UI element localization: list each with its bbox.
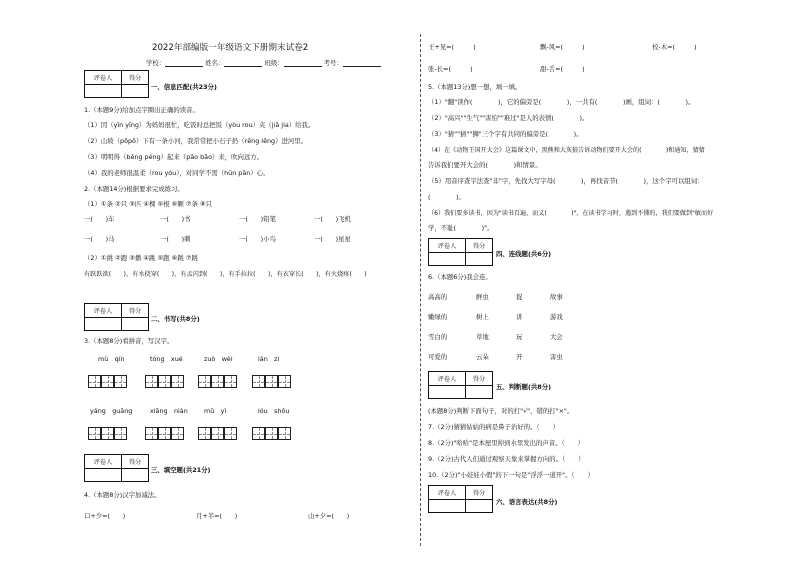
question-text: 3.（本题8分)看拼音，写汉字。 [84, 337, 174, 345]
section-heading: 六、语言表达(共8分) [496, 498, 558, 506]
match-word: 讲 [516, 313, 523, 321]
question-line: （1）因（yīn yīng）为妈妈很忙，吃饭时总把饭（yòu rou）夹（jiā jia）给我。 [84, 121, 315, 129]
writing-cell[interactable] [252, 427, 265, 440]
score-cell[interactable] [466, 500, 493, 513]
grader-cell[interactable] [85, 469, 122, 482]
question-text: 4.（本题8分)汉字加减法。 [84, 491, 161, 499]
question-text: 1.（本题9分)给加点字圈出正确的读音。 [84, 106, 199, 114]
writing-cell[interactable] [158, 427, 171, 440]
grader-cell[interactable] [429, 500, 466, 513]
question-line: （3）明明得（bēng péng）起来（pāo bāo）来，吹向远方。 [84, 153, 264, 161]
page-title: 2022年部编版一年级语文下册期末试卷2 [152, 43, 309, 53]
fill-blank[interactable]: 一( )铅笔 [239, 215, 276, 223]
match-word: 雪白的 [428, 333, 448, 341]
writing-cell[interactable] [171, 375, 184, 388]
school-label: 学校： [146, 59, 166, 67]
writing-cell[interactable] [88, 427, 101, 440]
writing-cell[interactable] [88, 375, 101, 388]
writing-cell[interactable] [278, 427, 291, 440]
question-line: （1）"翻"读作( )，它的偏旁是( )，一共有( )画，组词：( )。 [428, 98, 695, 106]
pinyin-label: zuò wèi [204, 355, 233, 363]
score-box [84, 70, 149, 98]
score-label: 得分 [466, 372, 493, 386]
writing-cell[interactable] [278, 375, 291, 388]
writing-cell[interactable] [101, 375, 114, 388]
pinyin-label: yáng guāng [90, 407, 133, 415]
score-cell[interactable] [122, 85, 149, 98]
writing-cell[interactable] [145, 427, 158, 440]
grader-cell[interactable] [85, 85, 122, 98]
pinyin-label: tóng xué [150, 355, 183, 363]
column-divider [420, 34, 421, 546]
section-heading: 五、判断题(共8分) [496, 383, 552, 391]
fill-blank[interactable]: 一( )车 [84, 215, 115, 223]
word-options: （1）①条 ②只 ③匹 ④棵 ⑤根 ⑥颗 ⑦条 ⑧只 [84, 200, 213, 208]
grader-label: 评卷人 [429, 239, 466, 253]
id-blank[interactable] [343, 60, 381, 67]
class-blank[interactable] [284, 60, 322, 67]
pinyin-label: lóu shǒu [258, 407, 290, 415]
match-word: 大会 [550, 333, 563, 341]
score-label: 得分 [122, 304, 149, 318]
match-word: 捉 [516, 293, 523, 301]
pinyin-label: xiǎng niàn [150, 407, 188, 415]
section-heading: 一、信息匹配(共23分) [151, 83, 217, 91]
section-heading: 三、填空题(共21分) [151, 466, 211, 474]
question-line: ( )。 [428, 193, 465, 201]
judge-item[interactable]: 8.（2分)"哈哈"是本屋里掉到水里发出的声音。（ ） [428, 439, 584, 447]
writing-cell[interactable] [224, 375, 237, 388]
writing-cell[interactable] [198, 427, 211, 440]
score-box [428, 485, 493, 513]
score-label: 得分 [122, 455, 149, 469]
writing-cell[interactable] [114, 427, 127, 440]
writing-cell[interactable] [265, 427, 278, 440]
pinyin-label: mù qín [98, 355, 125, 363]
pinyin-label: mǔ yì [204, 407, 227, 415]
writing-cell[interactable] [101, 427, 114, 440]
question-text: (本题8分)判断下面句子，对的打"√"，错的打"×"。 [428, 407, 574, 415]
question-text: 6.（本题6分)我会连。 [428, 273, 492, 281]
grader-label: 评卷人 [85, 455, 122, 469]
writing-cell[interactable] [198, 375, 211, 388]
equation-blank[interactable]: 飘-风=( ) [540, 43, 585, 51]
judge-item[interactable]: 10.（2分)"小娃娃小假"的下一句是"浮浮一道开"。（ ） [428, 471, 594, 479]
question-text: 5.（本题13分)想一想，填一填。 [428, 83, 522, 91]
question-line: 告诉我们要开大会的( )和情景。 [428, 161, 542, 169]
match-word: 故事 [550, 293, 563, 301]
match-word: 可爱的 [428, 353, 448, 361]
equation-blank[interactable]: 张-长=( ) [428, 65, 473, 73]
grader-cell[interactable] [429, 253, 466, 266]
judge-item[interactable]: 7.（2分)猜猜姑姑的病是鼻子治好的。（ ） [428, 423, 559, 431]
fill-blank[interactable]: 一( )刺 [160, 235, 191, 243]
question-line: （6）我们要多读书，因为"读书百遍，而义( )"，在读书学习时，遇到不懂的，我们要做到"敏而好 [428, 210, 714, 217]
grader-label: 评卷人 [85, 71, 122, 85]
equation-blank[interactable]: 口+少=( ) [84, 512, 126, 520]
equation-blank[interactable]: 月+半=( ) [196, 512, 238, 520]
fill-blank[interactable]: 一( )小鸟 [239, 235, 276, 243]
writing-cell[interactable] [145, 375, 158, 388]
question-line: （4）在《动物王国开大会》这篇课文中，黑熊和大灰狼告诉动物们要开大会的( )和通知，猜猜 [428, 147, 705, 154]
score-label: 得分 [466, 486, 493, 500]
fill-blank[interactable]: 一( )书 [160, 215, 191, 223]
equation-blank[interactable]: 山+夕=( ) [308, 512, 350, 520]
grader-cell[interactable] [85, 318, 122, 331]
match-word: 树上 [476, 313, 489, 321]
score-cell[interactable] [122, 318, 149, 331]
word-options: （2）①挑 ②跑 ③播 ④跳 ⑤跑 ⑥跳 ⑦跳 [84, 254, 198, 262]
fill-blank[interactable]: 一( )星星 [314, 235, 351, 243]
writing-cell[interactable] [158, 375, 171, 388]
writing-cell[interactable] [211, 427, 224, 440]
match-word: 高高的 [428, 293, 448, 301]
question-line: （4）我的老师很温柔（rou yóu），对同学不需（hūn pān）心。 [84, 169, 270, 177]
match-word: 鲜虫 [476, 293, 489, 301]
judge-item[interactable]: 9.（2分)古代人们通过观察天象来掌握方向的。（ ） [428, 455, 585, 463]
equation-blank[interactable]: 校-木=( ) [652, 43, 697, 51]
equation-blank[interactable]: 甜-舌=( ) [540, 65, 585, 73]
writing-cell[interactable] [114, 375, 127, 388]
score-label: 得分 [466, 239, 493, 253]
writing-cell[interactable] [171, 427, 184, 440]
grader-label: 评卷人 [429, 486, 466, 500]
score-box [84, 303, 149, 331]
fill-blank[interactable]: 一( )飞机 [314, 215, 351, 223]
question-text: 2.（本题14分)根据要求完成练习。 [84, 185, 184, 193]
match-word: 嫩绿的 [428, 313, 448, 321]
equation-blank[interactable]: 王+见=( ) [428, 43, 476, 51]
question-line: （5）用音序查字法查"非"字，先找大写字母( )，再找音节( )，这个字可以组词： [428, 177, 704, 185]
question-line: （2）"高兴""生气""害怕""难过"是人的表情( )。 [428, 114, 589, 122]
section-heading: 二、书写(共8分) [151, 315, 200, 323]
school-blank[interactable] [165, 60, 203, 67]
fill-blank[interactable]: 一( )马 [84, 235, 115, 243]
match-word: 云朵 [476, 353, 489, 361]
writing-cell[interactable] [265, 375, 278, 388]
match-word: 草地 [476, 333, 489, 341]
fill-sentence[interactable]: 有跃跃欲( )，有水挠穿( )，有孟闪到( )，有手拉拉( )，有衣穿长( )，有火烧疼( ) [84, 271, 367, 278]
match-word: 害虫 [550, 353, 563, 361]
name-blank[interactable] [224, 60, 262, 67]
score-cell[interactable] [122, 469, 149, 482]
match-word: 玩 [516, 333, 523, 341]
writing-cell[interactable] [252, 375, 265, 388]
header-info-line [146, 60, 381, 67]
class-label: 班级： [264, 59, 284, 67]
grader-label: 评卷人 [429, 372, 466, 386]
grader-cell[interactable] [429, 386, 466, 399]
match-word: 开 [516, 353, 523, 361]
writing-cell[interactable] [211, 375, 224, 388]
pinyin-label: lán zi [258, 355, 280, 363]
writing-cell[interactable] [224, 427, 237, 440]
score-box [428, 238, 493, 266]
id-label: 考号： [323, 59, 343, 67]
grader-label: 评卷人 [85, 304, 122, 318]
score-box [84, 454, 149, 482]
section-heading: 四、连线题(共6分) [496, 250, 552, 258]
score-cell[interactable] [466, 386, 493, 399]
score-box [428, 371, 493, 399]
name-label: 姓名： [205, 59, 225, 67]
match-word: 游戏 [550, 313, 563, 321]
score-cell[interactable] [466, 253, 493, 266]
question-line: （3）"猜""猜""狮"三个字有共同的偏旁是( )。 [428, 130, 583, 138]
question-line: （2）山坡（pōpō）下有一条小河，我常常把小石子扔（rēng lēng）进河里。 [84, 137, 308, 145]
question-line: 学，不耻( )"。 [428, 224, 494, 232]
score-label: 得分 [122, 71, 149, 85]
